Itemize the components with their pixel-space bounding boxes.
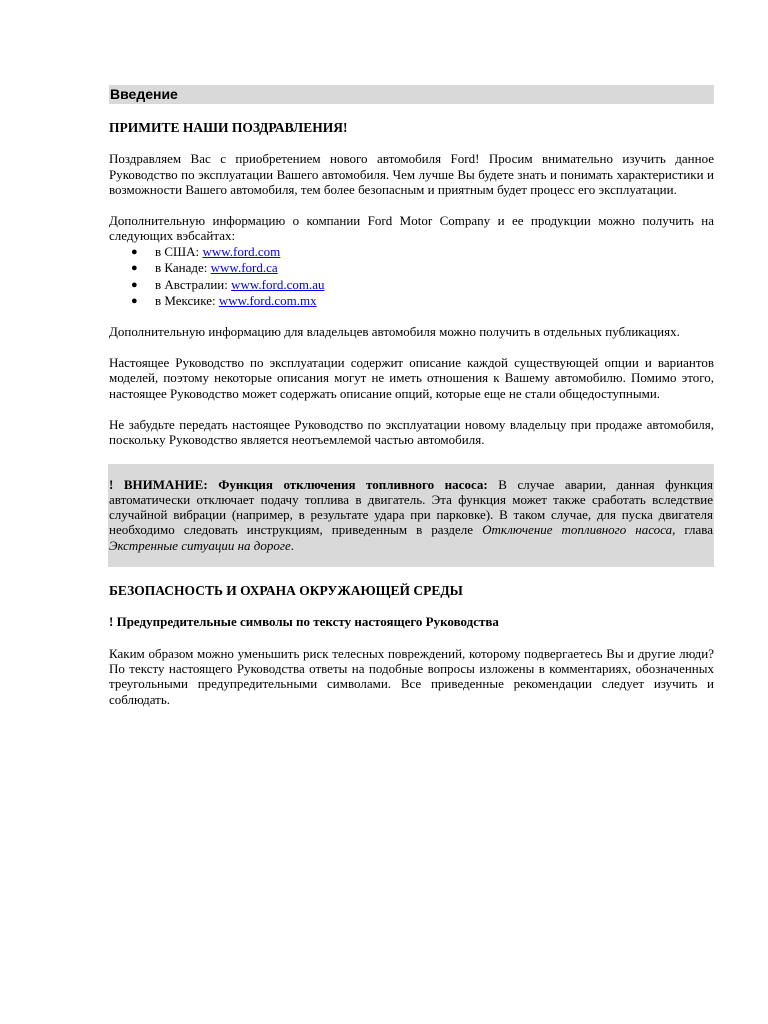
intro-paragraph-3: Дополнительную информацию для владельцев автомобиля можно получить в отдельных публикациях. — [109, 323, 680, 339]
website-item-mexico — [109, 293, 714, 310]
website-prefix: в Австралии: — [155, 276, 232, 292]
website-item-usa — [109, 244, 714, 261]
intro-paragraph-1: Поздравляем Вас с приобретением нового автомобиля Ford! Просим внимательно изучить данное Руководство по эксплуатации Вашего автомобиля. Чем лучше Вы будете знать и понимать характеристики и возможности Вашего автомобиля, тем более безопасным и приятным будет процесс его эксплуатации. — [109, 151, 714, 197]
website-item-australia — [109, 277, 714, 294]
warning-ref-chapter: Экстренные ситуации на дороге — [109, 537, 291, 553]
warning-box — [108, 464, 714, 567]
website-link-usa[interactable]: www.ford.com — [202, 243, 281, 259]
intro-paragraph-4: Настоящее Руководство по эксплуатации содержит описание каждой существующей опции и вариантов моделей, поэтому некоторые описания могут не иметь отношения к Вашему автомобилю. Помимо этого, настоящее Руководство может содержать описание опций, которые еще не стали общедоступными. — [109, 355, 714, 401]
website-prefix: в Канаде: — [155, 260, 211, 276]
bullet-icon: ● — [131, 245, 138, 258]
congrats-heading: ПРИМИТЕ НАШИ ПОЗДРАВЛЕНИЯ! — [109, 120, 348, 135]
website-link-canada[interactable]: www.ford.ca — [210, 260, 278, 276]
safety-heading: БЕЗОПАСНОСТЬ И ОХРАНА ОКРУЖАЮЩЕЙ СРЕДЫ — [109, 583, 463, 599]
warning-lead: ! ВНИМАНИЕ: Функция отключения топливного насоса: — [109, 476, 488, 492]
safety-paragraph: Каким образом можно уменьшить риск телесных повреждений, которому подвергаетесь Вы и другие люди? По тексту настоящего Руководства ответы на подобные вопросы изложены в комментариях, обозначенных треугольными предупредительными символами. Все приведенные рекомендации следует изучить и соблюдать. — [109, 645, 714, 707]
website-link-mexico[interactable]: www.ford.com.mx — [218, 293, 317, 309]
warning-ref-section: Отключение топливного насоса — [482, 522, 673, 538]
website-prefix: в США: — [155, 243, 203, 259]
warning-body: В случае аварии, данная функция автоматически отключает подачу топлива в двигатель. Эта функция может также сработать вследствие случайной вибрации (например, в результате удара при парковке). В таком случае, для пуска двигателя необходимо следовать инструкциям, приведенным в разделе — [109, 476, 713, 538]
bullet-icon: ● — [131, 295, 138, 308]
intro-paragraph-5: Не забудьте передать настоящее Руководство по эксплуатации новому владельцу при продаже автомобиля, поскольку Руководство является неотъемлемой частью автомобиля. — [109, 416, 714, 448]
bullet-icon: ● — [131, 262, 138, 275]
safety-subheading: ! Предупредительные символы по тексту настоящего Руководства — [109, 614, 499, 630]
warning-end: . — [290, 537, 294, 553]
warning-middle: , глава — [672, 522, 713, 538]
website-list — [109, 244, 714, 310]
website-link-australia[interactable]: www.ford.com.au — [231, 276, 325, 292]
document-page — [109, 85, 714, 707]
website-item-canada — [109, 260, 714, 277]
website-prefix: в Мексике: — [155, 293, 219, 309]
intro-paragraph-2: Дополнительную информацию о компании Ford Motor Company и ее продукции можно получить на следующих вэбсайтах: — [109, 213, 714, 244]
section-title-bar — [109, 85, 714, 104]
bullet-icon: ● — [131, 278, 138, 291]
section-title: Введение — [110, 86, 178, 102]
